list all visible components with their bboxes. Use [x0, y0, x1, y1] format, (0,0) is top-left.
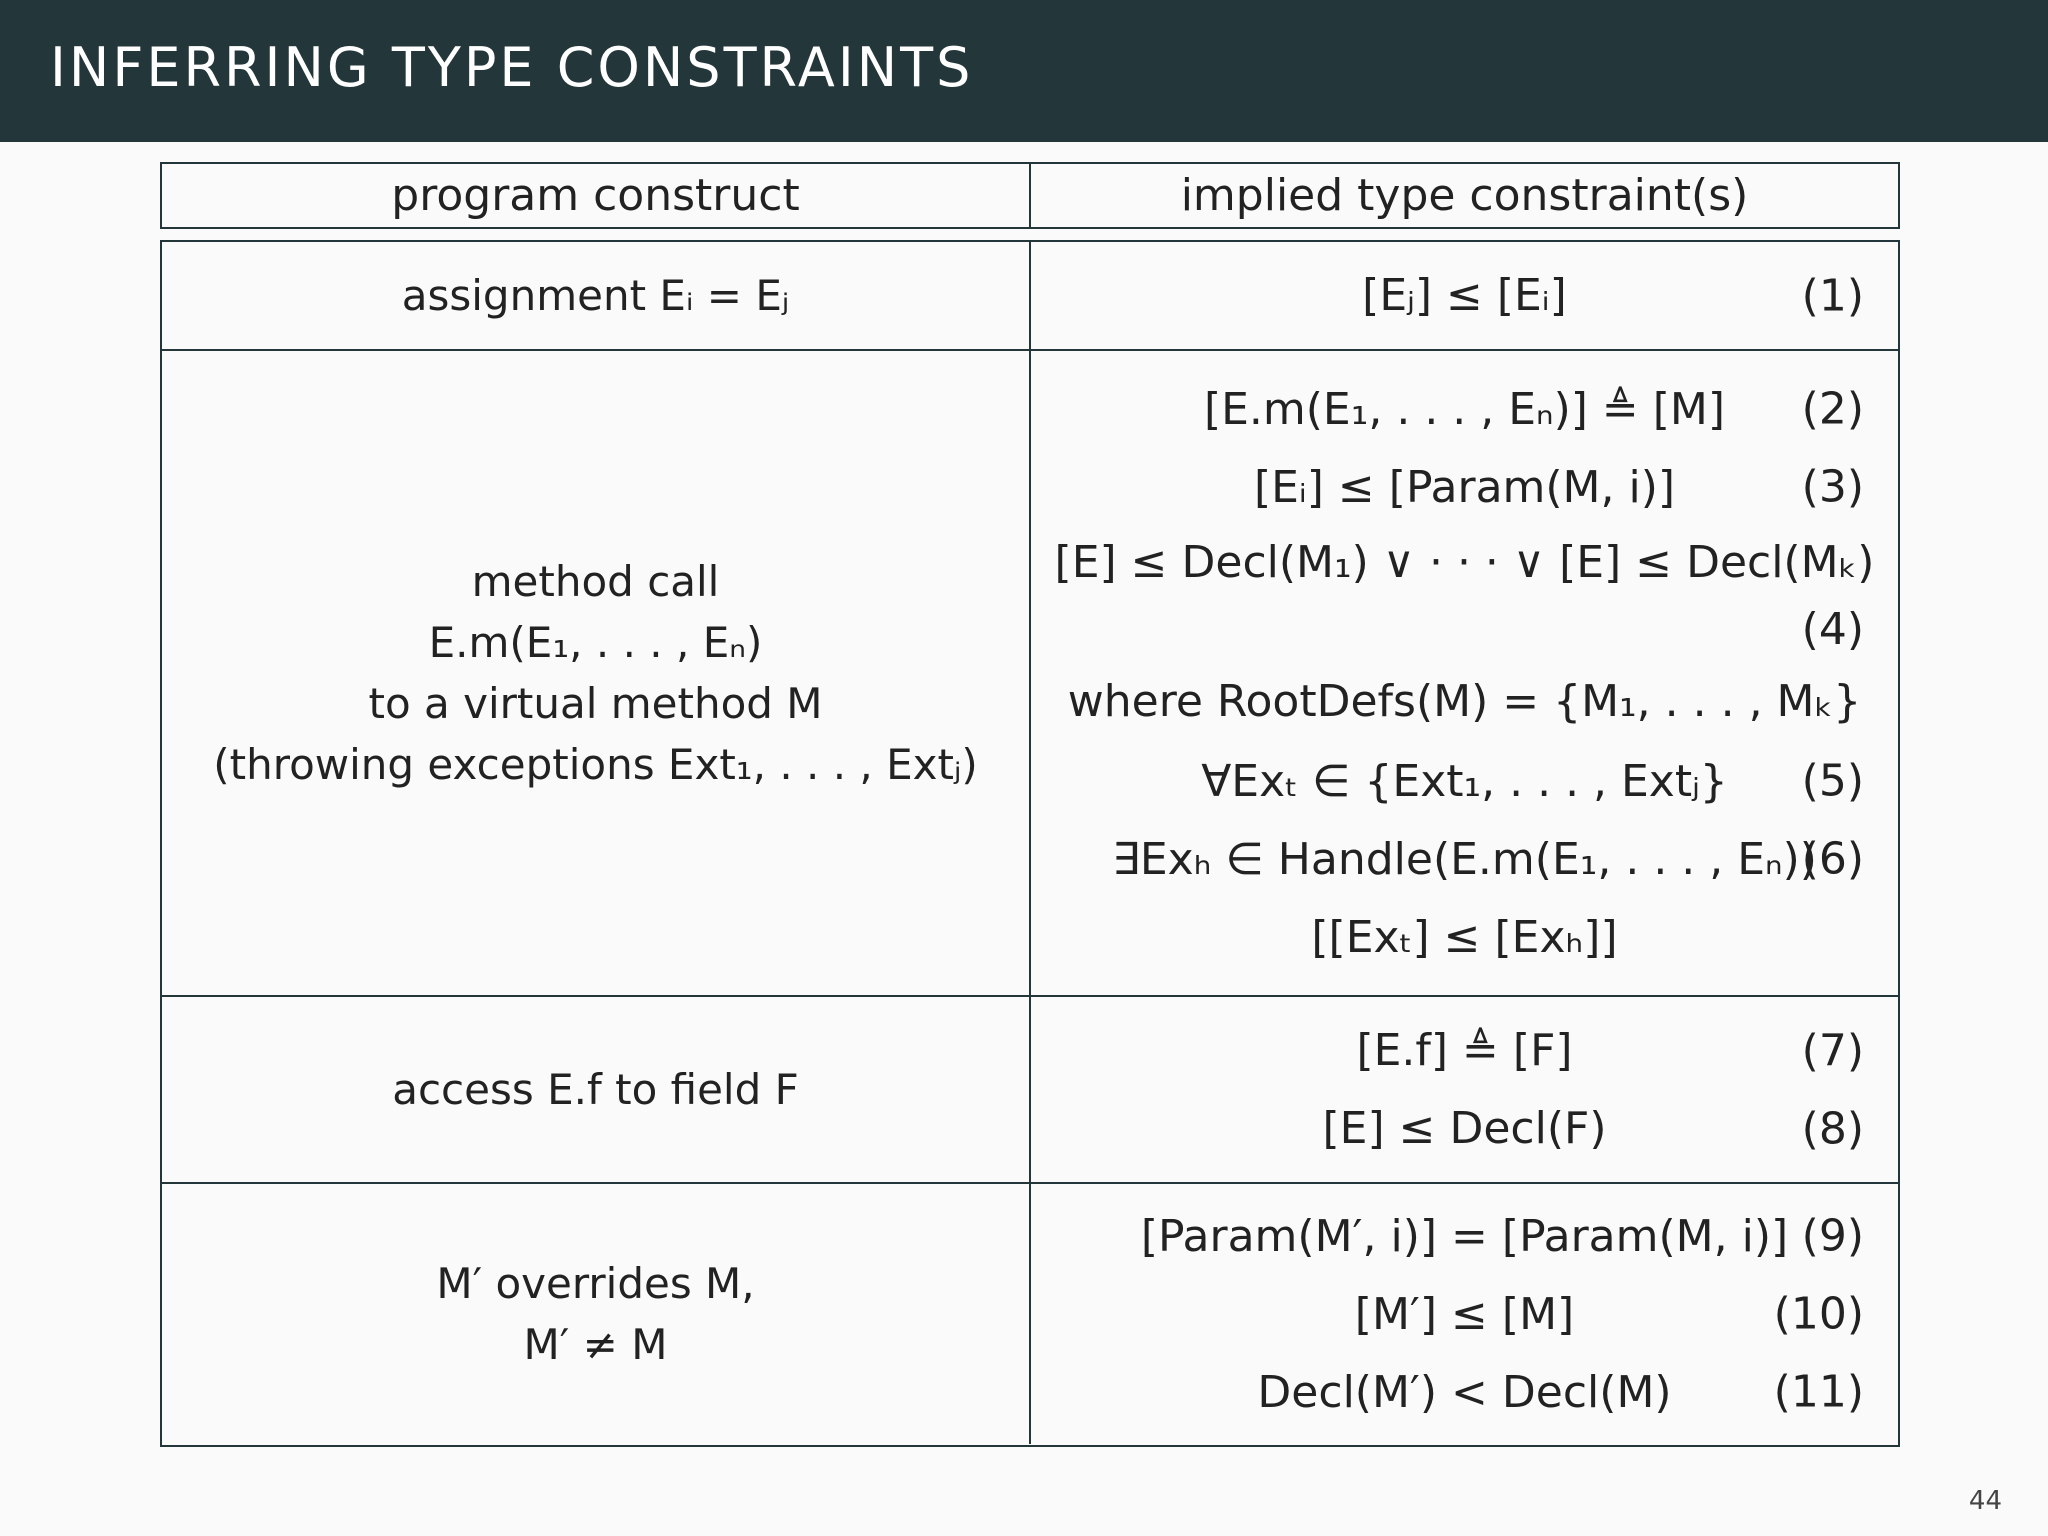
constraint-line [1031, 370, 1898, 448]
constraint-line [1031, 1275, 1898, 1353]
constraints-table [160, 240, 1900, 1447]
construct-line: access E.f to field F [392, 1065, 799, 1114]
constraint-cell [1031, 1184, 1898, 1444]
constraint-formula: [Eⱼ] ≤ [Eᵢ] [1362, 270, 1567, 321]
constraint-line [1031, 742, 1898, 820]
equation-number: (2) [1801, 383, 1864, 435]
header-implied-constraints: implied type constraint(s) [1029, 164, 1898, 227]
equation-number: (5) [1801, 755, 1864, 807]
table-row [162, 242, 1898, 349]
construct-line: E.m(E₁, . . . , Eₙ) [428, 618, 763, 667]
table-header [160, 162, 1900, 229]
construct-line: M′ overrides M, [436, 1259, 755, 1308]
equation-number: (3) [1801, 461, 1864, 513]
table-row [162, 349, 1898, 995]
constraint-formula: [Param(M′, i)] = [Param(M, i)] [1140, 1210, 1789, 1262]
constraint-line [1031, 448, 1898, 526]
constraint-formula: ∃Exₕ ∈ Handle(E.m(E₁, . . . , Eₙ)) [1112, 833, 1817, 885]
constraint-line [1031, 526, 1898, 598]
constraint-formula: [[Exₜ] ≤ [Exₕ]] [1311, 911, 1618, 963]
equation-number: (1) [1801, 270, 1864, 321]
table-row [162, 995, 1898, 1182]
page-number: 44 [1968, 1486, 2002, 1516]
constraint-line [1031, 598, 1898, 660]
constraint-line [1031, 1197, 1898, 1275]
construct-line: assignment Eᵢ = Eⱼ [401, 271, 790, 320]
construct-line: method call [471, 557, 720, 606]
constraint-formula: [M′] ≤ [M] [1354, 1288, 1575, 1340]
equation-number: (4) [1801, 603, 1864, 655]
construct-line: to a virtual method M [368, 679, 823, 728]
table-row [162, 1182, 1898, 1444]
equation-number: (10) [1773, 1288, 1864, 1340]
equation-number: (9) [1801, 1210, 1864, 1262]
construct-cell [162, 242, 1031, 349]
constraint-formula: Decl(M′) < Decl(M) [1257, 1366, 1672, 1418]
equation-number: (11) [1773, 1366, 1864, 1418]
equation-number: (6) [1801, 833, 1864, 885]
title-bar [0, 0, 2048, 142]
constraint-line [1031, 257, 1898, 335]
constraint-formula: [Eᵢ] ≤ [Param(M, i)] [1253, 461, 1676, 513]
constraint-line [1031, 1012, 1898, 1090]
slide-title: INFERRING TYPE CONSTRAINTS [50, 36, 974, 99]
constraint-cell [1031, 997, 1898, 1182]
construct-cell [162, 997, 1031, 1182]
constraint-line [1031, 1090, 1898, 1168]
constraint-line [1031, 1353, 1898, 1431]
construct-line: M′ ≠ M [523, 1320, 668, 1369]
header-program-construct: program construct [391, 170, 800, 221]
constraint-formula: ∀Exₜ ∈ {Ext₁, . . . , Extⱼ} [1201, 755, 1728, 807]
constraint-formula: [E] ≤ Decl(F) [1322, 1103, 1607, 1154]
constraint-cell [1031, 242, 1898, 349]
constraint-formula: [E] ≤ Decl(M₁) ∨ · · · ∨ [E] ≤ Decl(Mₖ) [1054, 536, 1875, 588]
construct-cell [162, 1184, 1031, 1444]
construct-cell [162, 351, 1031, 995]
constraint-formula: where RootDefs(M) = {M₁, . . . , Mₖ} [1067, 675, 1862, 727]
constraint-line [1031, 898, 1898, 976]
equation-number: (8) [1801, 1103, 1864, 1154]
constraint-cell [1031, 351, 1898, 995]
constraint-line [1031, 660, 1898, 742]
constraint-line [1031, 820, 1898, 898]
constraint-formula: [E.f] ≜ [F] [1356, 1025, 1573, 1076]
equation-number: (7) [1801, 1025, 1864, 1076]
construct-line: (throwing exceptions Ext₁, . . . , Extⱼ) [213, 740, 978, 789]
constraint-formula: [E.m(E₁, . . . , Eₙ)] ≜ [M] [1203, 383, 1726, 435]
